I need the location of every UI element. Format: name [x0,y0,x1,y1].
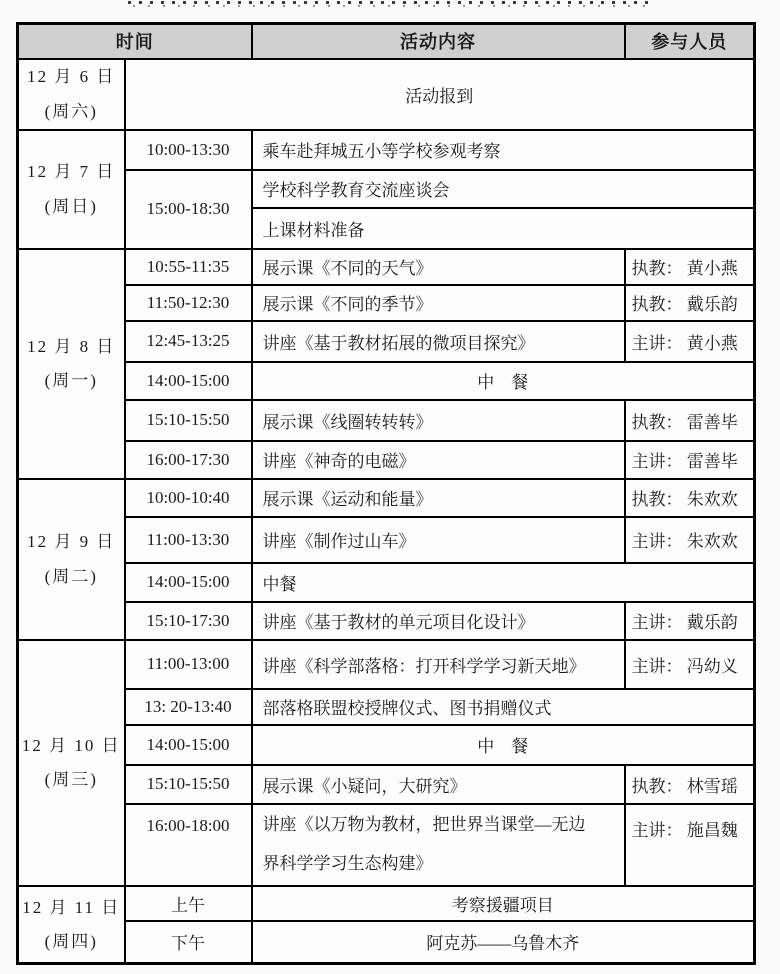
time-cell: 16:00-17:30 [125,441,252,479]
activity-cell: 考察援疆项目 [252,886,755,921]
time-cell: 16:00-18:00 [125,804,252,886]
table-header-row [18,24,755,59]
table-row [18,886,755,921]
table-row [18,285,755,321]
date-cell-dec7 [18,130,125,249]
table-row [18,249,755,285]
time-cell: 11:50-12:30 [125,285,252,321]
activity-cell: 展示课《不同的天气》 [252,249,625,285]
time-cell: 上午 [125,886,252,921]
participant-cell: 主讲： 戴乐韵 [625,602,755,640]
time-cell: 10:00-10:40 [125,479,252,517]
time-cell: 15:10-15:50 [125,765,252,804]
weekday-text: (周日) [44,196,98,216]
table-row [18,725,755,765]
weekday-text: (周三) [44,770,98,789]
time-cell: 14:00-15:00 [125,362,252,400]
header-time: 时间 [18,24,252,59]
time-cell: 15:00-18:30 [125,170,252,249]
activity-cell: 展示课《运动和能量》 [252,479,625,517]
participant-cell: 执教： 雷善毕 [625,400,755,441]
weekday-text: (周四) [44,931,98,951]
activity-cell: 中餐 [252,563,755,602]
date-text: 12 月 9 日 [27,532,116,552]
time-cell: 15:10-17:30 [125,602,252,640]
participant-cell: 执教： 朱欢欢 [625,479,755,517]
table-row [18,563,755,602]
clipped-title-remnant [128,1,656,7]
time-cell: 14:00-15:00 [125,563,252,602]
date-cell-dec9 [18,479,125,640]
time-cell: 11:00-13:00 [125,640,252,689]
schedule-table [16,22,756,965]
table-row [18,765,755,804]
time-cell: 12:45-13:25 [125,321,252,362]
activity-cell: 乘车赴拜城五小等学校参观考察 [252,130,755,170]
table-row [18,689,755,725]
activity-cell: 展示课《小疑问，大研究》 [252,765,625,804]
activity-cell: 讲座《制作过山车》 [252,517,625,563]
table-row [18,362,755,400]
participant-cell: 执教： 戴乐韵 [625,285,755,321]
date-text: 12 月 7 日 [27,162,116,182]
weekday-text: (周二) [44,566,98,586]
participant-cell: 主讲： 黄小燕 [625,321,755,362]
table-row [18,804,755,886]
participant-cell: 执教： 黄小燕 [625,249,755,285]
date-cell-dec8 [18,249,125,479]
activity-cell: 讲座《以万物为教材，把世界当课堂—无边界科学学习生态构建》 [252,804,625,886]
table-row [18,130,755,170]
table-row [18,921,755,964]
table-row [18,517,755,563]
time-cell: 10:55-11:35 [125,249,252,285]
activity-cell: 讲座《基于教材的单元项目化设计》 [252,602,625,640]
activity-cell: 中 餐 [252,362,755,400]
activity-cell: 展示课《不同的季节》 [252,285,625,321]
date-cell-dec6 [18,59,125,130]
table-row [18,170,755,208]
date-cell-dec11 [18,886,125,964]
activity-cell: 展示课《线圈转转转》 [252,400,625,441]
participant-cell: 执教： 林雪瑶 [625,765,755,804]
time-cell: 13: 20-13:40 [125,689,252,725]
table-row [18,640,755,689]
header-participants: 参与人员 [625,24,755,59]
table-row [18,321,755,362]
table-row [18,400,755,441]
participant-cell: 主讲： 冯幼义 [625,640,755,689]
time-cell: 11:00-13:30 [125,517,252,563]
date-cell-dec10 [18,640,125,886]
activity-cell: 上课材料准备 [252,208,755,249]
participant-cell: 主讲： 朱欢欢 [625,517,755,563]
table-row [18,602,755,640]
time-cell: 14:00-15:00 [125,725,252,765]
participant-cell: 主讲： 施昌魏 [625,804,755,886]
activity-cell: 讲座《神奇的电磁》 [252,441,625,479]
weekday-text: (周六) [44,101,98,121]
weekday-text: (周一) [44,371,98,390]
activity-cell: 活动报到 [125,59,755,130]
date-text: 12 月 10 日 [21,735,121,755]
activity-cell: 中 餐 [252,725,755,765]
time-cell: 10:00-13:30 [125,130,252,170]
time-cell: 15:10-15:50 [125,400,252,441]
activity-cell: 阿克苏——乌鲁木齐 [252,921,755,964]
participant-cell: 主讲： 雷善毕 [625,441,755,479]
date-text: 12 月 6 日 [27,67,116,87]
activity-cell: 部落格联盟校授牌仪式、图书捐赠仪式 [252,689,755,725]
header-activity: 活动内容 [252,24,625,59]
table-row [18,479,755,517]
date-text: 12 月 8 日 [27,336,116,356]
activity-cell: 讲座《科学部落格：打开科学学习新天地》 [252,640,625,689]
activity-cell: 讲座《基于教材拓展的微项目探究》 [252,321,625,362]
table-row [18,59,755,130]
activity-cell: 学校科学教育交流座谈会 [252,170,755,208]
time-cell: 下午 [125,921,252,964]
table-row [18,441,755,479]
date-text: 12 月 11 日 [22,897,121,917]
